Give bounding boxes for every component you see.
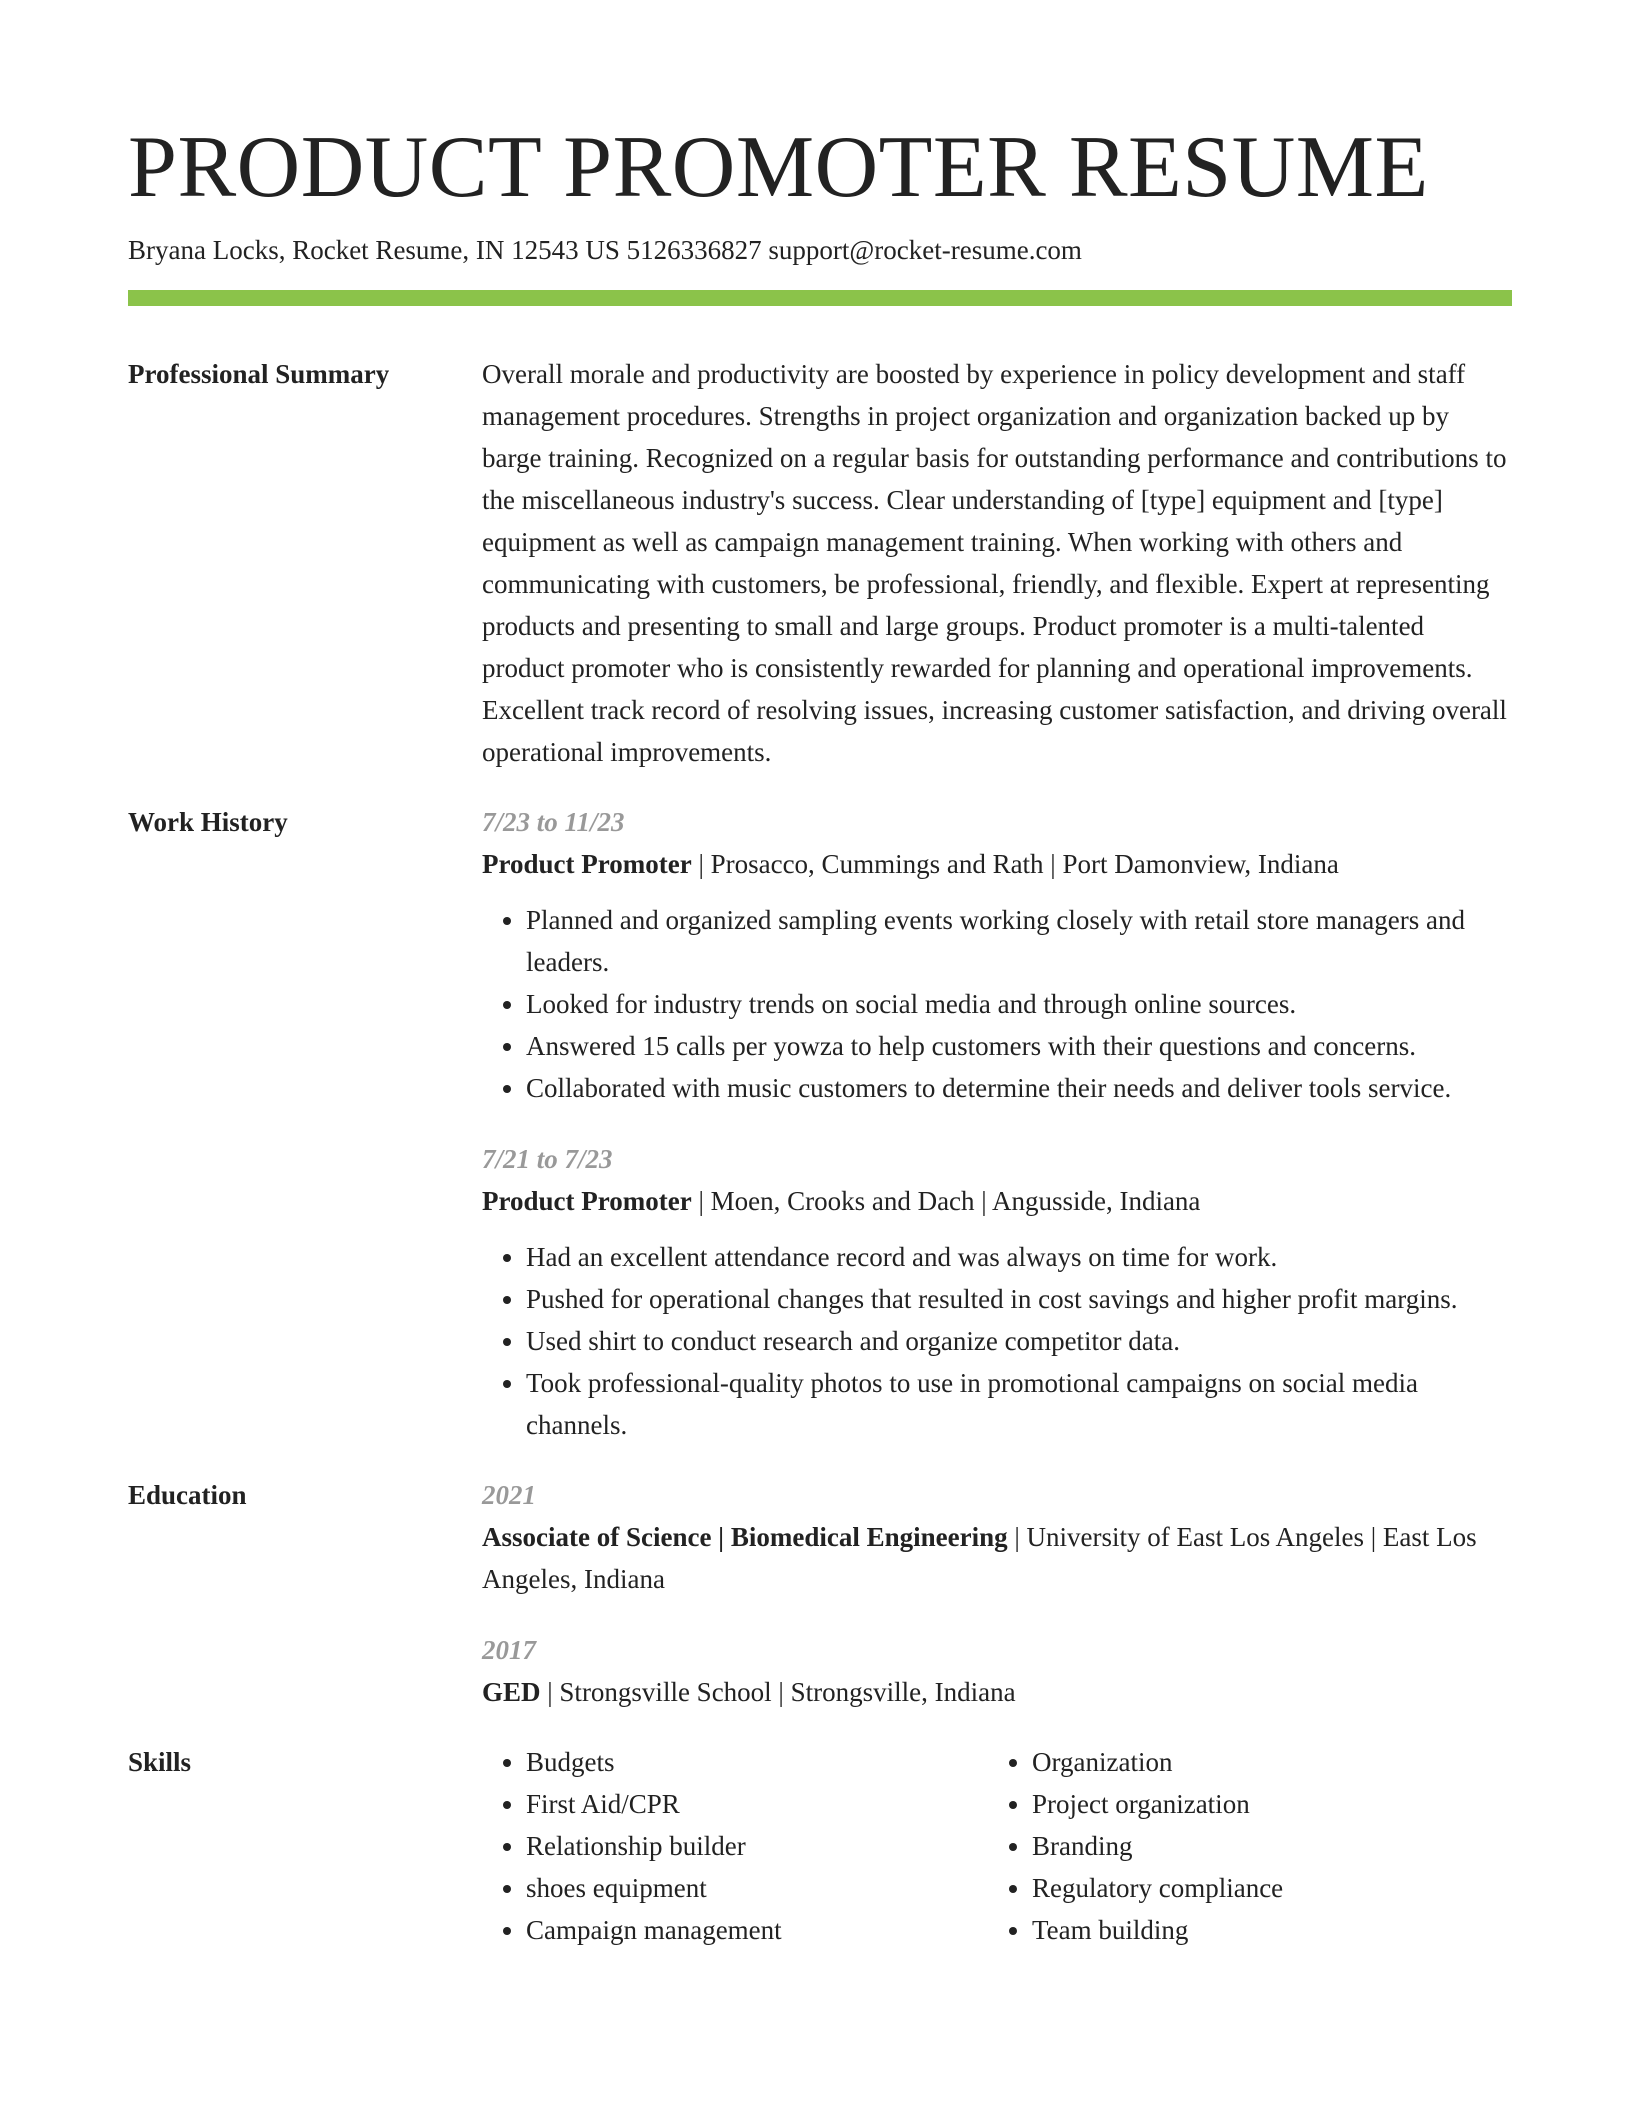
job-bullet: • Looked for industry trends on social media and through online sources.	[526, 983, 1512, 1025]
education-degree: Associate of Science | Biomedical Engineering	[482, 1522, 1008, 1552]
job-bullet: • Planned and organized sampling events working closely with retail store managers and leaders.	[526, 899, 1512, 983]
job-bullet: • Answered 15 calls per yowza to help customers with their questions and concerns.	[526, 1025, 1512, 1067]
job-title: Product Promoter	[482, 1186, 692, 1216]
job-entry	[482, 801, 1512, 1109]
job-dates: 7/23 to 11/23	[482, 807, 625, 837]
education-entry	[482, 1474, 1512, 1600]
education-section	[128, 1474, 1512, 1713]
summary-section	[128, 353, 1512, 773]
education-details: | Strongsville School | Strongsville, Indiana	[540, 1677, 1016, 1707]
skills-list-left	[482, 1741, 988, 1951]
skill-item: • Budgets	[526, 1741, 988, 1783]
job-bullets	[482, 899, 1512, 1109]
summary-text: Overall morale and productivity are boosted by experience in policy development and staff management procedures. Strengths in project organization and organization backed up by barge training. Recognized on a regular basis for outstanding performance and contributions to the miscellaneous industry's success. Clear understanding of [type] equipment and [type] equipment as well as campaign management training. When working with others and communicating with customers, be professional, friendly, and flexible. Expert at representing products and presenting to small and large groups. Product promoter is a multi-talented product promoter who is consistently rewarded for planning and operational improvements. Excellent track record of resolving issues, increasing customer satisfaction, and driving overall operational improvements.	[482, 359, 1507, 767]
skill-item: • Relationship builder	[526, 1825, 988, 1867]
skill-item: • shoes equipment	[526, 1867, 988, 1909]
work-history-heading: Work History	[128, 807, 288, 837]
job-entry	[482, 1138, 1512, 1446]
work-history-body	[482, 801, 1512, 1446]
skill-item: • Regulatory compliance	[1032, 1867, 1494, 1909]
work-history-section	[128, 801, 1512, 1446]
skill-item: • Organization	[1032, 1741, 1494, 1783]
job-details: | Moen, Crooks and Dach | Angusside, Indiana	[691, 1186, 1201, 1216]
job-title: Product Promoter	[482, 849, 692, 879]
education-heading: Education	[128, 1480, 247, 1510]
skills-body	[482, 1741, 1512, 1951]
job-bullets	[482, 1236, 1512, 1446]
contact-line: Bryana Locks, Rocket Resume, IN 12543 US 5126336827 support@rocket-resume.com	[128, 235, 1082, 265]
job-dates: 7/21 to 7/23	[482, 1144, 613, 1174]
skill-item: • Campaign management	[526, 1909, 988, 1951]
resume-title: PRODUCT PROMOTER RESUME	[128, 119, 1429, 216]
resume-page	[128, 118, 1512, 1951]
skills-heading: Skills	[128, 1747, 192, 1777]
skill-item: • Branding	[1032, 1825, 1494, 1867]
skill-item: • Project organization	[1032, 1783, 1494, 1825]
skill-item: • Team building	[1032, 1909, 1494, 1951]
education-degree: GED	[482, 1677, 541, 1707]
skills-list-right	[988, 1741, 1494, 1951]
skills-section	[128, 1741, 1512, 1951]
job-bullet: • Took professional-quality photos to use in promotional campaigns on social media channels.	[526, 1362, 1512, 1446]
education-heading-line	[482, 1671, 1512, 1713]
education-body	[482, 1474, 1512, 1713]
job-bullet: • Pushed for operational changes that resulted in cost savings and higher profit margins.	[526, 1278, 1512, 1320]
job-bullet: • Used shirt to conduct research and organize competitor data.	[526, 1320, 1512, 1362]
education-heading-line	[482, 1516, 1512, 1600]
job-details: | Prosacco, Cummings and Rath | Port Damonview, Indiana	[691, 849, 1339, 879]
education-details: | University of East Los Angeles | East Los Angeles, Indiana	[482, 1522, 1477, 1594]
job-bullet: • Collaborated with music customers to determine their needs and deliver tools service.	[526, 1067, 1512, 1109]
header-divider	[128, 290, 1512, 306]
education-year: 2017	[482, 1635, 536, 1665]
skill-item: • First Aid/CPR	[526, 1783, 988, 1825]
education-entry	[482, 1629, 1512, 1713]
education-year: 2021	[482, 1480, 536, 1510]
summary-heading: Professional Summary	[128, 359, 390, 389]
job-bullet: • Had an excellent attendance record and was always on time for work.	[526, 1236, 1512, 1278]
job-heading	[482, 843, 1512, 885]
job-heading	[482, 1180, 1512, 1222]
